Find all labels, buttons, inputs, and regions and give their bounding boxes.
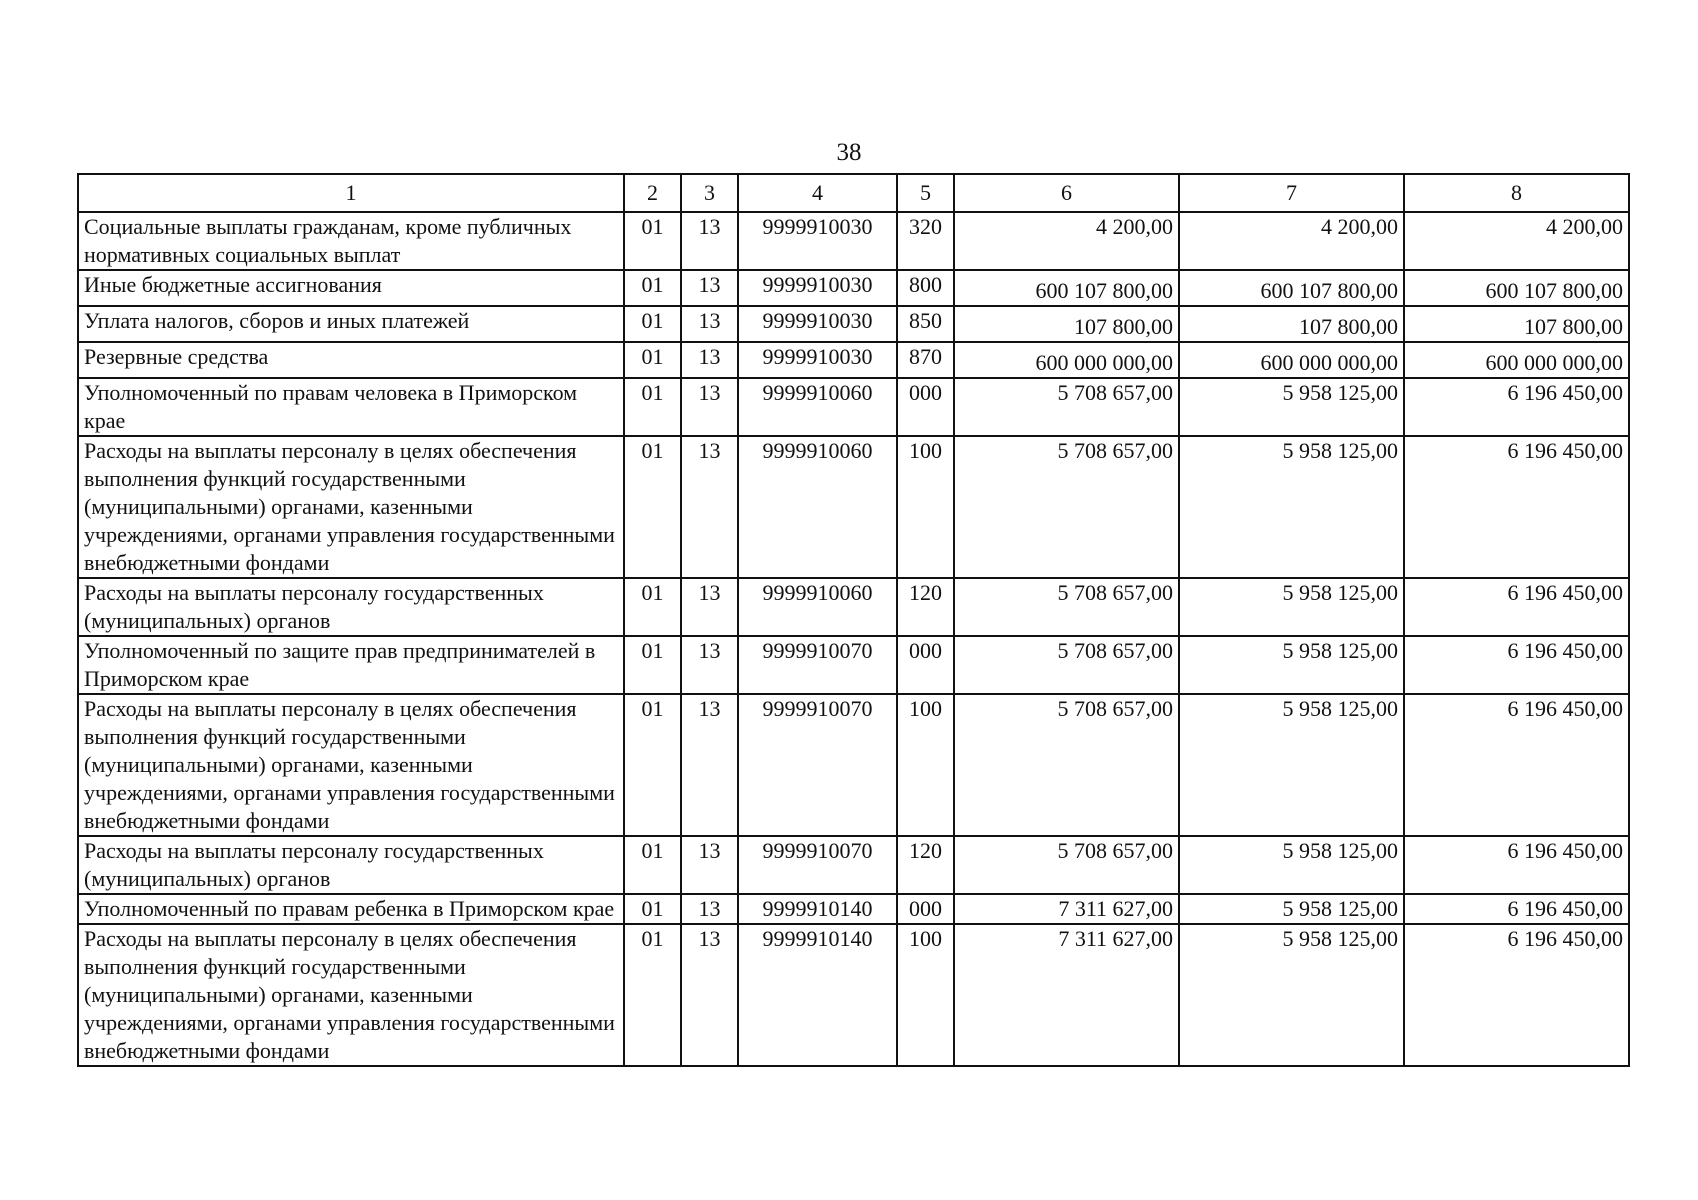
row-name: Уплата налогов, сборов и иных платежей <box>78 306 624 342</box>
amount-col6: 4 200,00 <box>954 212 1179 270</box>
table-row <box>78 212 1629 270</box>
amount-col7: 5 958 125,00 <box>1179 694 1404 836</box>
amount-col8: 6 196 450,00 <box>1404 436 1629 578</box>
amount-col7: 600 107 800,00 <box>1179 270 1404 306</box>
amount-col6: 7 311 627,00 <box>954 894 1179 924</box>
amount-col6: 107 800,00 <box>954 306 1179 342</box>
amount-col6: 5 708 657,00 <box>954 836 1179 894</box>
section-code: 01 <box>624 306 681 342</box>
target-article-code: 9999910060 <box>738 436 897 578</box>
table-row <box>78 578 1629 636</box>
section-code: 01 <box>624 924 681 1066</box>
target-article-code: 9999910140 <box>738 924 897 1066</box>
amount-col8: 6 196 450,00 <box>1404 836 1629 894</box>
expense-type-code: 100 <box>897 924 954 1066</box>
row-name: Расходы на выплаты персоналу в целях обеспечения выполнения функций государственными (муниципальными) органами, казенными учреждениями, органами управления государственными внебюджетными фондами <box>78 436 624 578</box>
section-code: 01 <box>624 342 681 378</box>
amount-col7: 5 958 125,00 <box>1179 894 1404 924</box>
amount-col7: 5 958 125,00 <box>1179 436 1404 578</box>
section-code: 01 <box>624 836 681 894</box>
amount-col8: 6 196 450,00 <box>1404 694 1629 836</box>
row-name: Иные бюджетные ассигнования <box>78 270 624 306</box>
table-row <box>78 924 1629 1066</box>
expense-type-code: 000 <box>897 636 954 694</box>
subsection-code: 13 <box>681 578 738 636</box>
amount-col8: 600 000 000,00 <box>1404 342 1629 378</box>
section-code: 01 <box>624 694 681 836</box>
amount-col7: 5 958 125,00 <box>1179 924 1404 1066</box>
target-article-code: 9999910070 <box>738 636 897 694</box>
target-article-code: 9999910060 <box>738 578 897 636</box>
column-header: 8 <box>1404 174 1629 212</box>
amount-col8: 600 107 800,00 <box>1404 270 1629 306</box>
amount-col7: 4 200,00 <box>1179 212 1404 270</box>
expense-type-code: 100 <box>897 694 954 836</box>
amount-col8: 6 196 450,00 <box>1404 924 1629 1066</box>
table-row <box>78 694 1629 836</box>
column-header: 4 <box>738 174 897 212</box>
amount-col7: 600 000 000,00 <box>1179 342 1404 378</box>
table-row <box>78 894 1629 924</box>
expense-type-code: 120 <box>897 836 954 894</box>
amount-col8: 6 196 450,00 <box>1404 578 1629 636</box>
row-name: Уполномоченный по защите прав предпринимателей в Приморском крае <box>78 636 624 694</box>
column-header: 3 <box>681 174 738 212</box>
subsection-code: 13 <box>681 342 738 378</box>
table-row <box>78 636 1629 694</box>
table-row <box>78 342 1629 378</box>
section-code: 01 <box>624 894 681 924</box>
target-article-code: 9999910070 <box>738 694 897 836</box>
subsection-code: 13 <box>681 924 738 1066</box>
subsection-code: 13 <box>681 306 738 342</box>
subsection-code: 13 <box>681 836 738 894</box>
subsection-code: 13 <box>681 694 738 836</box>
table-row <box>78 270 1629 306</box>
row-name: Расходы на выплаты персоналу в целях обеспечения выполнения функций государственными (муниципальными) органами, казенными учреждениями, органами управления государственными внебюджетными фондами <box>78 694 624 836</box>
amount-col7: 5 958 125,00 <box>1179 578 1404 636</box>
column-header: 7 <box>1179 174 1404 212</box>
target-article-code: 9999910030 <box>738 212 897 270</box>
amount-col6: 5 708 657,00 <box>954 436 1179 578</box>
table-row <box>78 306 1629 342</box>
subsection-code: 13 <box>681 894 738 924</box>
target-article-code: 9999910030 <box>738 342 897 378</box>
amount-col8: 4 200,00 <box>1404 212 1629 270</box>
amount-col6: 600 000 000,00 <box>954 342 1179 378</box>
column-header: 2 <box>624 174 681 212</box>
expense-type-code: 850 <box>897 306 954 342</box>
amount-col6: 600 107 800,00 <box>954 270 1179 306</box>
amount-col8: 6 196 450,00 <box>1404 894 1629 924</box>
section-code: 01 <box>624 378 681 436</box>
section-code: 01 <box>624 212 681 270</box>
subsection-code: 13 <box>681 378 738 436</box>
subsection-code: 13 <box>681 436 738 578</box>
amount-col7: 5 958 125,00 <box>1179 636 1404 694</box>
row-name: Социальные выплаты гражданам, кроме публичных нормативных социальных выплат <box>78 212 624 270</box>
expense-type-code: 800 <box>897 270 954 306</box>
subsection-code: 13 <box>681 270 738 306</box>
column-header: 6 <box>954 174 1179 212</box>
subsection-code: 13 <box>681 636 738 694</box>
amount-col6: 5 708 657,00 <box>954 578 1179 636</box>
expense-type-code: 000 <box>897 378 954 436</box>
target-article-code: 9999910030 <box>738 306 897 342</box>
section-code: 01 <box>624 270 681 306</box>
expense-type-code: 100 <box>897 436 954 578</box>
row-name: Резервные средства <box>78 342 624 378</box>
amount-col8: 6 196 450,00 <box>1404 636 1629 694</box>
amount-col6: 7 311 627,00 <box>954 924 1179 1066</box>
amount-col8: 6 196 450,00 <box>1404 378 1629 436</box>
section-code: 01 <box>624 636 681 694</box>
amount-col7: 5 958 125,00 <box>1179 378 1404 436</box>
section-code: 01 <box>624 578 681 636</box>
column-header: 5 <box>897 174 954 212</box>
header-row <box>78 174 1629 212</box>
table-row <box>78 378 1629 436</box>
target-article-code: 9999910030 <box>738 270 897 306</box>
target-article-code: 9999910060 <box>738 378 897 436</box>
row-name: Расходы на выплаты персоналу государственных (муниципальных) органов <box>78 836 624 894</box>
amount-col8: 107 800,00 <box>1404 306 1629 342</box>
target-article-code: 9999910140 <box>738 894 897 924</box>
table-row <box>78 836 1629 894</box>
amount-col6: 5 708 657,00 <box>954 694 1179 836</box>
amount-col7: 107 800,00 <box>1179 306 1404 342</box>
expense-type-code: 870 <box>897 342 954 378</box>
table-row <box>78 436 1629 578</box>
target-article-code: 9999910070 <box>738 836 897 894</box>
expense-type-code: 120 <box>897 578 954 636</box>
row-name: Расходы на выплаты персоналу в целях обеспечения выполнения функций государственными (муниципальными) органами, казенными учреждениями, органами управления государственными внебюджетными фондами <box>78 924 624 1066</box>
page-number: 38 <box>836 139 862 166</box>
row-name: Расходы на выплаты персоналу государственных (муниципальных) органов <box>78 578 624 636</box>
subsection-code: 13 <box>681 212 738 270</box>
amount-col6: 5 708 657,00 <box>954 378 1179 436</box>
column-header: 1 <box>78 174 624 212</box>
amount-col7: 5 958 125,00 <box>1179 836 1404 894</box>
row-name: Уполномоченный по правам человека в Приморском крае <box>78 378 624 436</box>
expense-type-code: 320 <box>897 212 954 270</box>
expense-type-code: 000 <box>897 894 954 924</box>
row-name: Уполномоченный по правам ребенка в Приморском крае <box>78 894 624 924</box>
amount-col6: 5 708 657,00 <box>954 636 1179 694</box>
section-code: 01 <box>624 436 681 578</box>
budget-table <box>77 173 1630 1067</box>
